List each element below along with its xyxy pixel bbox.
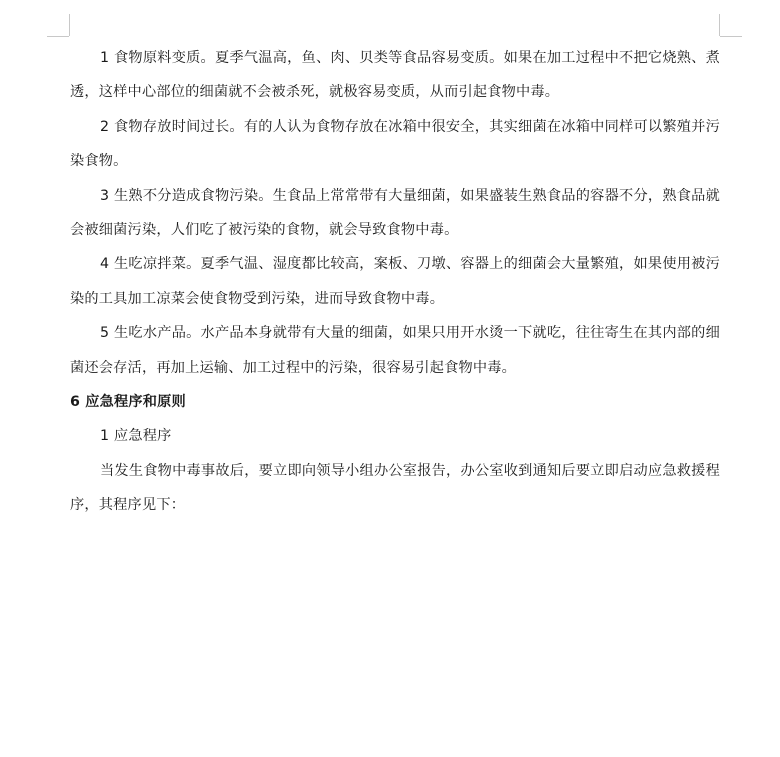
crop-mark-top-left xyxy=(47,36,69,37)
crop-mark-top-left xyxy=(69,14,70,36)
paragraph-cold-dishes: 4 生吃凉拌菜。夏季气温、湿度都比较高，案板、刀墩、容器上的细菌会大量繁殖，如果使用被污染的工具加工凉菜会使食物受到污染，进而导致食物中毒。 xyxy=(70,256,720,307)
section-heading: 6 应急程序和原则 xyxy=(70,394,186,411)
subheading: 1 应急程序 xyxy=(100,428,172,445)
paragraph-food-spoilage: 1 食物原料变质。夏季气温高，鱼、肉、贝类等食品容易变质。如果在加工过程中不把它烧熟、煮透，这样中心部位的细菌就不会被杀死，就极容易变质，从而引起食物中毒。 xyxy=(70,50,720,101)
paragraph-raw-seafood: 5 生吃水产品。水产品本身就带有大量的细菌，如果只用开水烫一下就吃，往往寄生在其内部的细菌还会存活，再加上运输、加工过程中的污染，很容易引起食物中毒。 xyxy=(70,325,720,376)
crop-mark-top-right xyxy=(719,14,720,36)
document-body xyxy=(70,41,720,523)
paragraph-cross-contamination: 3 生熟不分造成食物污染。生食品上常常带有大量细菌，如果盛装生熟食品的容器不分，熟食品就会被细菌污染，人们吃了被污染的食物，就会导致食物中毒。 xyxy=(70,187,720,239)
paragraph-emergency-procedure: 当发生食物中毒事故后，要立即向领导小组办公室报告，办公室收到通知后要立即启动应急救援程序，其程序见下： xyxy=(70,462,720,514)
crop-mark-top-right xyxy=(720,36,742,37)
paragraph-storage-time: 2 食物存放时间过长。有的人认为食物存放在冰箱中很安全，其实细菌在冰箱中同样可以繁殖并污染食物。 xyxy=(70,118,720,170)
